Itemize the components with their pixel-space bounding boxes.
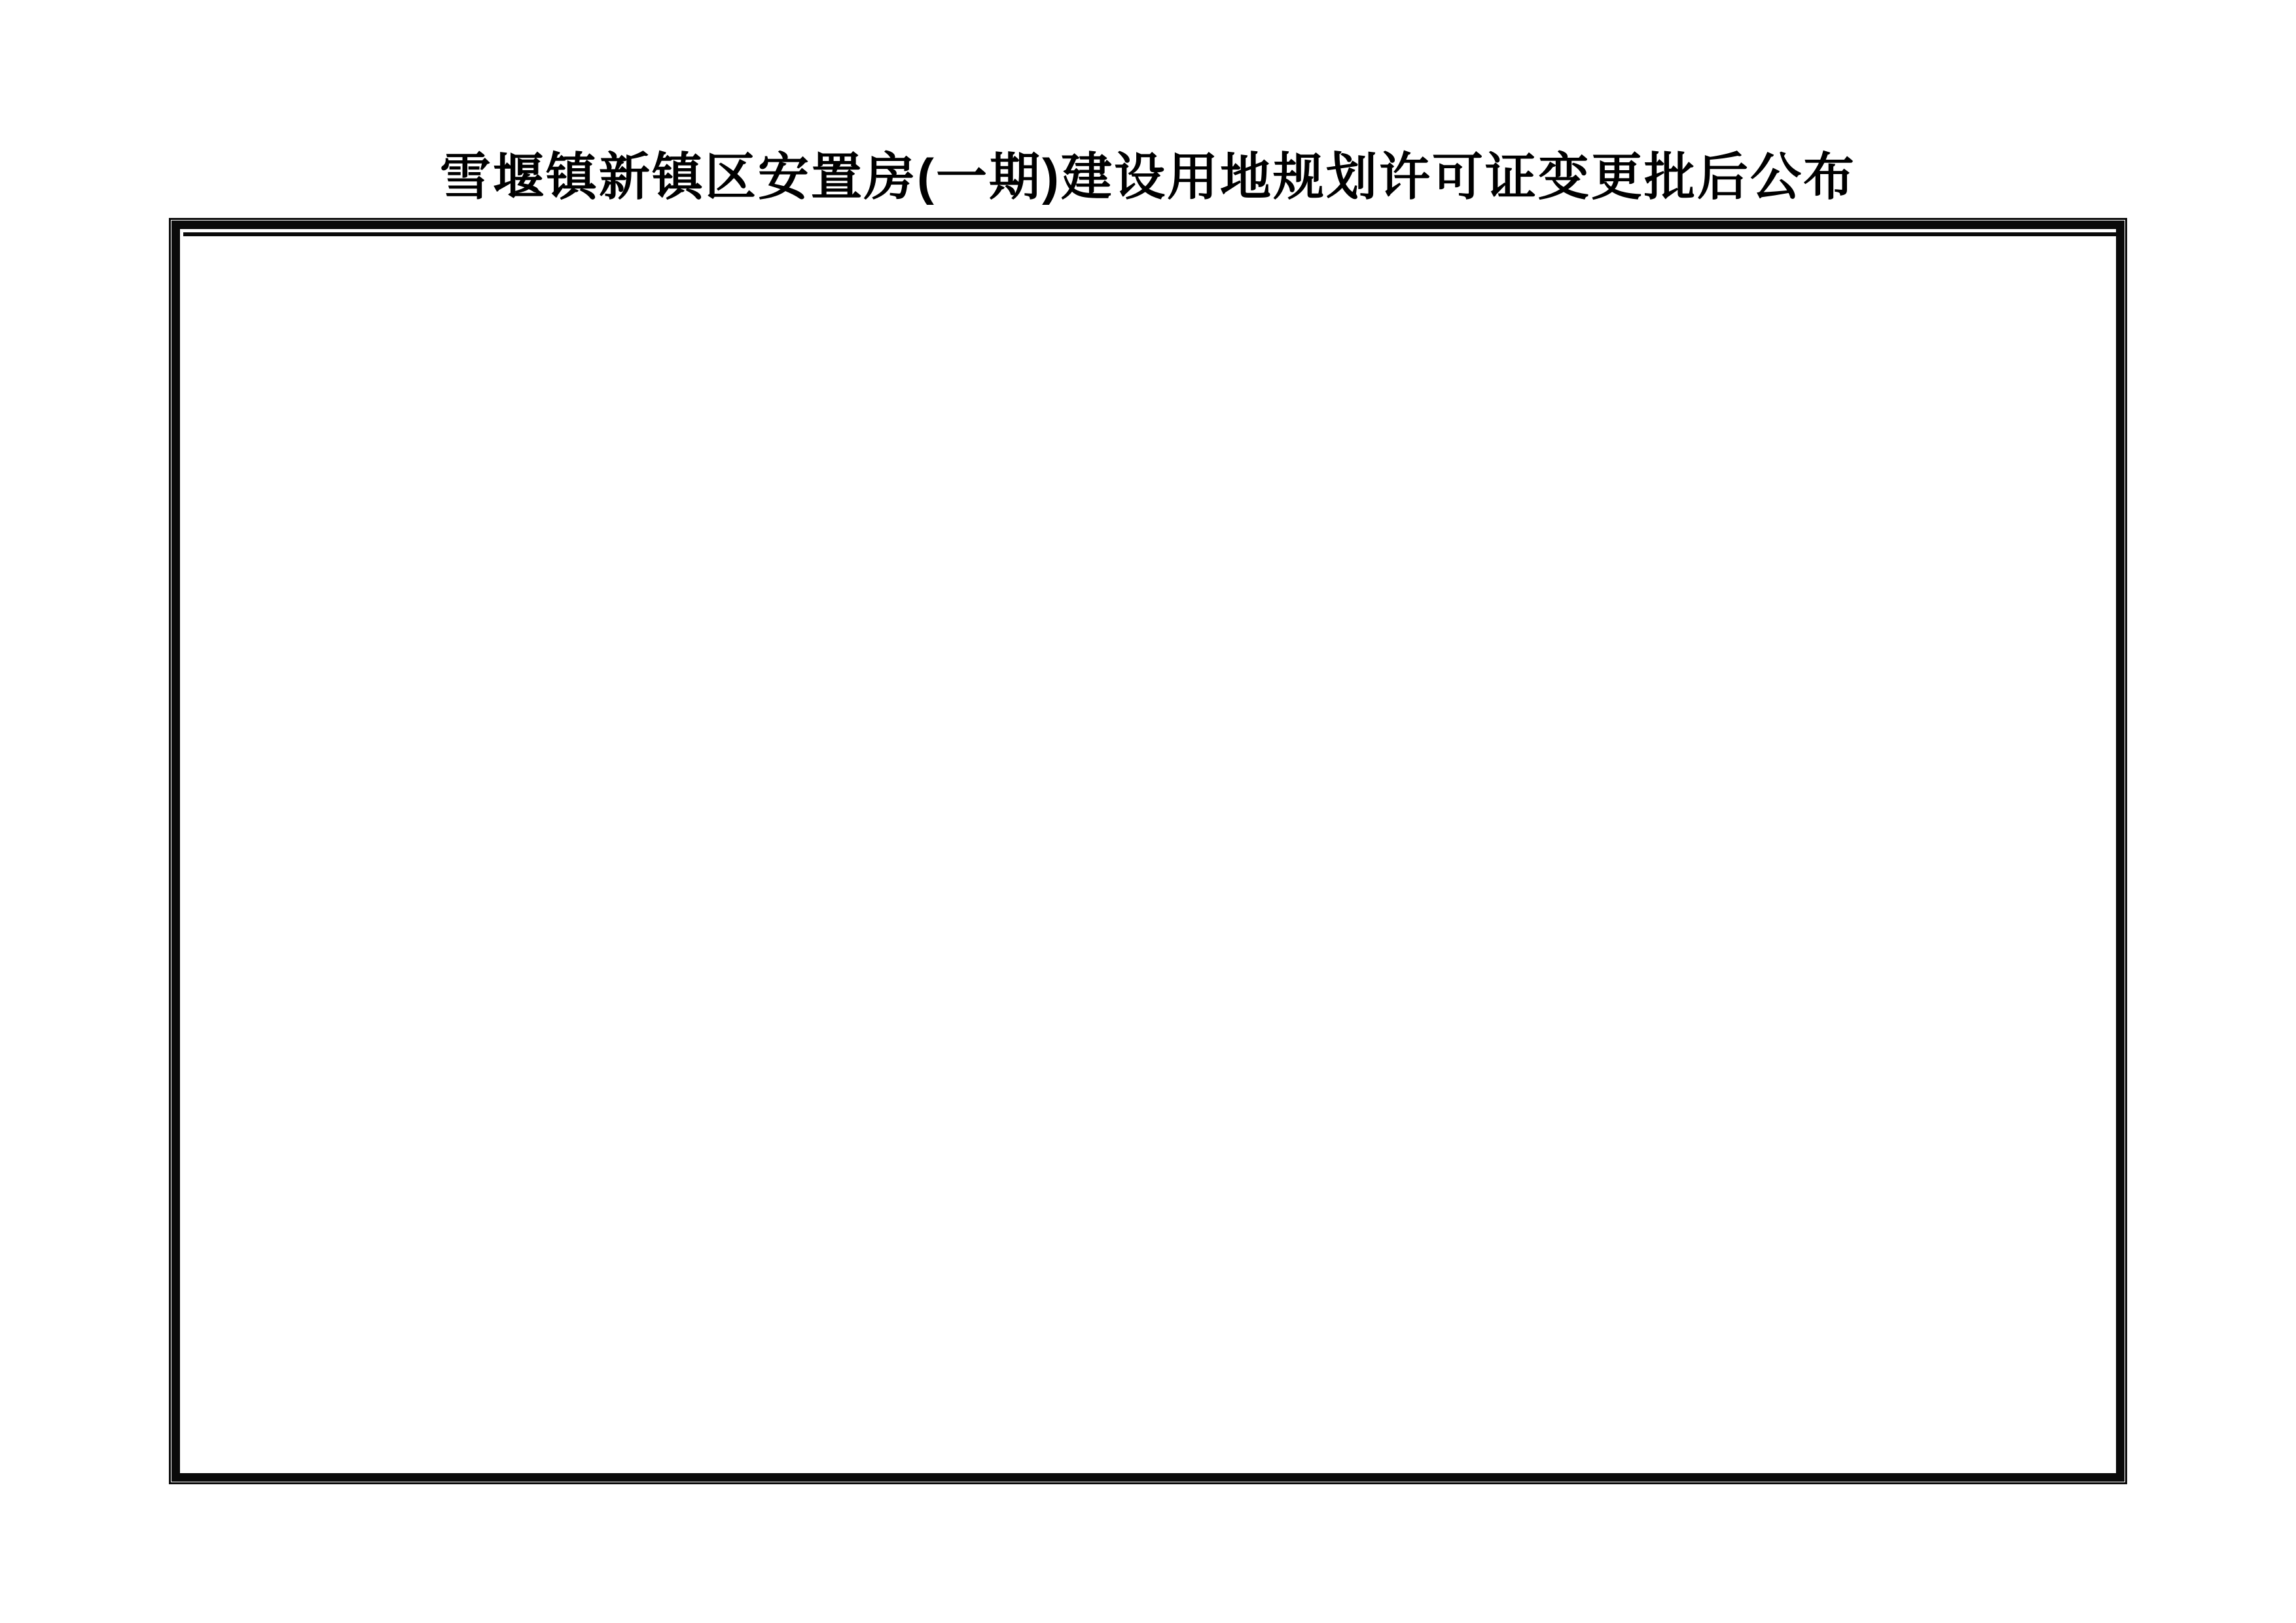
document-frame-inner [183,232,2119,236]
document-frame-band [171,221,2125,1482]
document-divider-line [875,234,876,236]
sidebar-divider-line [1592,234,1594,236]
page-title: 雪堰镇新镇区安置房(一期)建设用地规划许可证变更批后公布 [440,148,1856,205]
frame-content [185,234,2111,236]
document-frame [169,218,2127,1484]
